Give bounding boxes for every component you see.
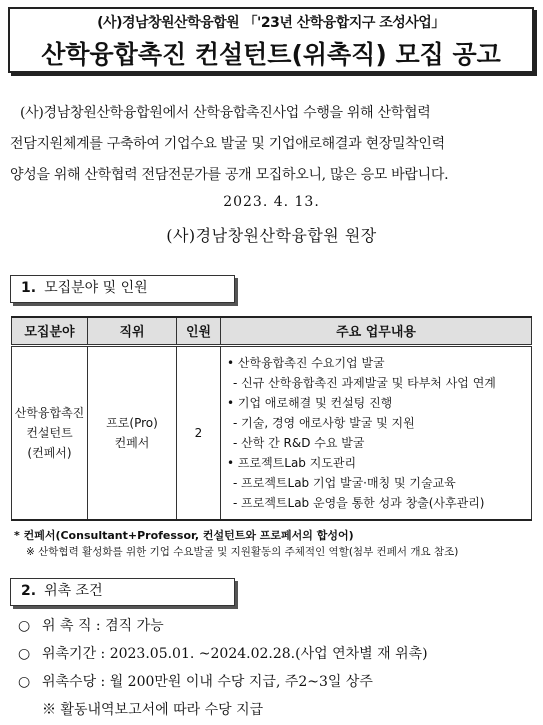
field-line: 산학융합촉진 <box>14 405 85 420</box>
condition-text: 위촉수당 : 월 200만원 이내 수당 지급, 주2~3일 상주 <box>42 674 373 690</box>
position-line: 컨페서 <box>114 435 150 450</box>
duty-subitem: - 신규 산학융합촉진 과제발굴 및 타부처 사업 연계 <box>233 375 496 390</box>
section-number: 2. <box>21 583 37 599</box>
section-heading-recruit <box>10 275 235 303</box>
note-definition: * 컨페서(Consultant+Professor, 컨설턴트와 프로페서의 합성어) <box>14 529 354 542</box>
note-reference: ※ 산학협력 활성화를 위한 기업 수요발굴 및 지원활동의 주체적인 역할(첨부 컨페서 개요 참조) <box>26 546 459 558</box>
condition-text: 위 촉 직 : 겸직 가능 <box>42 618 164 634</box>
column-header: 인원 <box>177 317 221 345</box>
circle-bullet-icon: ○ <box>18 646 31 662</box>
page-title: 산학융합촉진 컨설턴트(위촉직) 모집 공고 <box>41 40 501 69</box>
table-row <box>12 345 532 520</box>
condition-item <box>18 612 533 640</box>
announcement-date: 2023. 4. 13. <box>223 194 320 210</box>
recruit-table <box>11 316 532 521</box>
header-subtitle: (사)경남창원산학융합원 「'23년 산학융합지구 조성사업」 <box>97 15 445 31</box>
section-label: 모집분야 및 인원 <box>44 280 148 296</box>
duty-subitem: - 기술, 경영 애로사항 발굴 및 지원 <box>233 415 415 430</box>
condition-note: ※ 활동내역보고서에 따라 수당 지급 <box>42 702 264 718</box>
intro-paragraph <box>10 98 534 191</box>
intro-line: 전담지원체계를 구축하여 기업수요 발굴 및 기업애로해결과 현장밀착인력 <box>10 136 445 152</box>
duty-item: • 프로젝트Lab 지도관리 <box>227 455 357 470</box>
field-line: 컨설턴트 <box>26 425 73 440</box>
column-header: 주요 업무내용 <box>221 317 532 345</box>
duty-item: • 산학융합촉진 수요기업 발굴 <box>227 355 385 370</box>
section-number: 1. <box>21 280 37 296</box>
duties-cell <box>221 345 532 520</box>
intro-line: (사)경남창원산학융합원에서 산학융합촉진사업 수행을 위해 산학협력 <box>20 105 431 121</box>
circle-bullet-icon: ○ <box>18 674 31 690</box>
issuer-org: (사)경남창원산학융합원 원장 <box>166 226 377 245</box>
section-heading-terms <box>10 578 235 606</box>
position-cell <box>88 345 177 520</box>
field-cell <box>12 345 88 520</box>
circle-bullet-icon: ○ <box>18 618 31 634</box>
condition-item <box>18 640 533 668</box>
duty-subitem: - 프로젝트Lab 기업 발굴·매칭 및 기술교육 <box>233 475 456 490</box>
duty-item: • 기업 애로해결 및 컨설팅 진행 <box>227 395 393 410</box>
count-cell: 2 <box>177 345 221 520</box>
column-header: 모집분야 <box>12 317 88 345</box>
duty-subitem: - 프로젝트Lab 운영을 통한 성과 창출(사후관리) <box>233 495 485 510</box>
table-header-row <box>12 317 532 345</box>
condition-item <box>18 668 533 696</box>
condition-text: 위촉기간 : 2023.05.01. ~2024.02.28.(사업 연차별 재 위촉) <box>42 646 428 662</box>
title-box <box>8 7 534 73</box>
intro-line: 양성을 위해 산학협력 전담전문가를 공개 모집하오니, 많은 응모 바랍니다. <box>10 167 449 183</box>
field-line: (컨페서) <box>27 445 72 460</box>
table-notes <box>14 527 534 561</box>
column-header: 직위 <box>88 317 177 345</box>
section-label: 위촉 조건 <box>44 583 103 599</box>
conditions-list <box>18 612 533 724</box>
position-line: 프로(Pro) <box>106 415 158 430</box>
duty-subitem: - 산학 간 R&D 수요 발굴 <box>233 435 365 450</box>
